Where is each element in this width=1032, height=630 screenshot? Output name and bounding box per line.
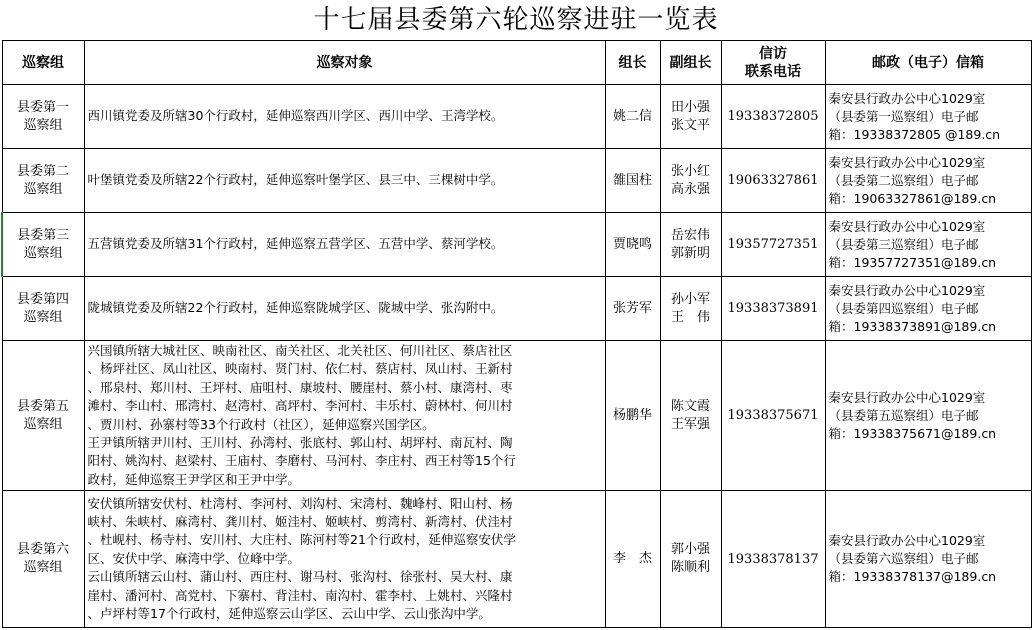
table-row (2, 491, 1031, 628)
leader-cell: 张芳军 (605, 277, 660, 341)
group-cell (2, 277, 84, 341)
group-name-line: 县委第一 (16, 99, 69, 115)
group-name-line: 巡察组 (23, 416, 63, 432)
mail-text-line: 箱：19338375671@189.cn (828, 425, 997, 441)
target-text-line: 阳村、姚沟村、赵梁村、王庙村、李磨村、马河村、李庄村、西王村等15个行 (87, 453, 516, 469)
mail-cell (825, 213, 1031, 277)
deputy-name-line: 郭小强 (670, 542, 710, 557)
mail-text-line: 秦安县行政办公中心1029室 (828, 533, 986, 548)
target-text-line: 、杨坪社区、凤山社区、映南村、贤门村、依仁村、蔡店村、凤山村、王新村 (87, 361, 513, 377)
table-row (2, 341, 1031, 491)
leader-cell: 李 杰 (605, 491, 660, 628)
group-name-line: 巡察组 (23, 560, 63, 575)
target-cell (84, 341, 605, 491)
table-row (2, 277, 1031, 341)
target-text-line: 政村，延伸巡察王尹学区和王尹中学。 (87, 471, 301, 487)
inspection-table (1, 40, 1032, 628)
mail-text-line: 箱：19338378137@189.cn (828, 569, 997, 584)
page-title: 十七届县委第六轮巡察进驻一览表 (313, 5, 719, 35)
target-text-line: 、杜岘村、杨寺村、安川村、大庄村、陈河村等21个行政村，延伸巡察安伏学 (87, 532, 516, 548)
target-text-line: 五营镇党委及所辖31个行政村，延伸巡察五营学区、五营中学、蔡河学校。 (87, 236, 504, 252)
mail-text-line: 秦安县行政办公中心1029室 (828, 218, 986, 234)
leader-cell: 杨鹏华 (605, 341, 660, 491)
phone-cell: 19338375671 (721, 341, 825, 491)
deputy-name-line: 高永强 (670, 181, 710, 197)
table-body (2, 85, 1031, 628)
deputy-name-line: 张小红 (670, 163, 710, 179)
mail-cell (825, 277, 1031, 341)
group-cell (2, 213, 84, 277)
deputy-cell (660, 213, 721, 277)
deputy-cell (660, 491, 721, 628)
target-text-line: 、卢坪村等17个行政村，延伸巡察云山学区、云山中学、云山张沟中学。 (87, 606, 491, 622)
leader-cell: 雒国柱 (605, 149, 660, 213)
mail-text-line: （县委第一巡察组）电子邮 (828, 108, 979, 124)
mail-text-line: （县委第六巡察组）电子邮 (828, 551, 979, 566)
deputy-name-line: 王军强 (670, 416, 710, 432)
group-name-line: 巡察组 (23, 309, 63, 325)
group-cell (2, 85, 84, 149)
deputy-cell (660, 149, 721, 213)
phone-cell: 19338373891 (721, 277, 825, 341)
header-mail: 邮政（电子）信箱 (825, 41, 1031, 85)
phone-cell: 19338372805 (721, 85, 825, 149)
group-name-line: 县委第四 (16, 291, 69, 307)
deputy-name-line: 王 伟 (670, 309, 710, 325)
phone-cell: 19063327861 (721, 149, 825, 213)
header-phone-line1: 信访 (759, 45, 787, 62)
target-text-line: 云山镇所辖云山村、蒲山村、西庄村、谢马村、张沟村、徐张村、吴大村、康 (87, 569, 513, 585)
deputy-cell (660, 277, 721, 341)
mail-cell (825, 85, 1031, 149)
target-text-line: 、邢泉村、郑川村、王坪村、庙咀村、康坡村、腰崖村、蔡小村、康湾村、枣 (87, 379, 513, 395)
header-deputy: 副组长 (660, 41, 721, 85)
table-row (2, 149, 1031, 213)
header-group: 巡察组 (2, 41, 84, 85)
group-name-line: 县委第五 (16, 398, 69, 414)
mail-cell (825, 341, 1031, 491)
target-text-line: 安伏镇所辖安伏村、杜湾村、李河村、刘沟村、宋湾村、魏峰村、阳山村、杨 (87, 495, 513, 511)
mail-text-line: 箱：19338372805 @189.cn (828, 126, 1001, 142)
target-cell (84, 149, 605, 213)
target-text-line: 陇城镇党委及所辖22个行政村，延伸巡察陇城学区、陇城中学、张沟附中。 (87, 300, 504, 316)
target-text-line: 西川镇党委及所辖30个行政村，延伸巡察西川学区、西川中学、王湾学校。 (87, 108, 504, 124)
mail-text-line: 箱：19338373891@189.cn (828, 318, 997, 334)
leader-cell: 姚二信 (605, 85, 660, 149)
group-cell (2, 491, 84, 628)
deputy-cell (660, 85, 721, 149)
target-cell (84, 213, 605, 277)
header-row (2, 41, 1031, 85)
target-text-line: 王尹镇所辖尹川村、王川村、孙湾村、张底村、郭山村、胡坪村、南瓦村、陶 (87, 434, 513, 450)
group-name-line: 巡察组 (23, 245, 63, 261)
deputy-name-line: 岳宏伟 (670, 227, 710, 243)
target-cell (84, 85, 605, 149)
group-cell (2, 149, 84, 213)
mail-text-line: （县委第五巡察组）电子邮 (828, 407, 979, 423)
header-leader: 组长 (605, 41, 660, 85)
target-cell (84, 491, 605, 628)
mail-text-line: （县委第二巡察组）电子邮 (828, 172, 979, 188)
deputy-name-line: 陈顺利 (670, 560, 710, 575)
header-phone-line2: 联系电话 (745, 63, 801, 80)
deputy-name-line: 孙小军 (670, 291, 710, 307)
leader-cell: 贾晓鸣 (605, 213, 660, 277)
target-cell (84, 277, 605, 341)
group-name-line: 巡察组 (23, 181, 63, 197)
mail-text-line: 秦安县行政办公中心1029室 (828, 282, 986, 298)
group-cell (2, 341, 84, 491)
mail-text-line: （县委第三巡察组）电子邮 (828, 236, 979, 252)
phone-cell: 19338378137 (721, 491, 825, 628)
header-phone (721, 41, 825, 85)
table-row (2, 213, 1031, 277)
mail-text-line: （县委第四巡察组）电子邮 (828, 300, 979, 316)
group-name-line: 巡察组 (23, 117, 63, 133)
group-name-line: 县委第三 (17, 227, 70, 243)
mail-cell (825, 491, 1031, 628)
target-text-line: 滩村、李山村、邢湾村、赵湾村、高坪村、李河村、丰乐村、蔚林村、何川村 (87, 398, 513, 414)
mail-text-line: 秦安县行政办公中心1029室 (828, 90, 986, 106)
header-target: 巡察对象 (84, 41, 605, 85)
deputy-cell (660, 341, 721, 491)
target-text-line: 峡村、朱峡村、麻湾村、龚川村、姬洼村、姬峡村、剪湾村、新湾村、伏洼村 (87, 513, 513, 529)
mail-text-line: 秦安县行政办公中心1029室 (828, 154, 986, 170)
phone-cell: 19357727351 (721, 213, 825, 277)
target-text-line: 兴国镇所辖大城社区、映南社区、南关社区、北关社区、何川社区、蔡店社区 (87, 342, 513, 358)
deputy-name-line: 陈文霞 (670, 398, 710, 414)
target-text-line: 崖村、潘河村、高党村、下寨村、背洼村、南沟村、霍李村、上姚村、兴隆村 (87, 587, 513, 603)
deputy-name-line: 田小强 (670, 99, 710, 115)
table-row (2, 85, 1031, 149)
deputy-name-line: 张文平 (670, 117, 710, 133)
mail-cell (825, 149, 1031, 213)
target-text-line: 区、安伏中学、麻湾中学、位峰中学。 (87, 550, 301, 566)
group-name-line: 县委第二 (16, 163, 69, 179)
target-text-line: 叶堡镇党委及所辖22个行政村，延伸巡察叶堡学区、县三中、三棵树中学。 (87, 172, 504, 188)
deputy-name-line: 郭新明 (670, 245, 710, 261)
mail-text-line: 箱：19063327861@189.cn (828, 190, 997, 206)
target-text-line: 、贾川村、孙寨村等33个行政村（社区），延伸巡察兴国学区。 (87, 416, 435, 432)
group-name-line: 县委第六 (16, 542, 69, 557)
mail-text-line: 秦安县行政办公中心1029室 (828, 389, 986, 405)
mail-text-line: 箱：19357727351@189.cn (828, 254, 997, 270)
